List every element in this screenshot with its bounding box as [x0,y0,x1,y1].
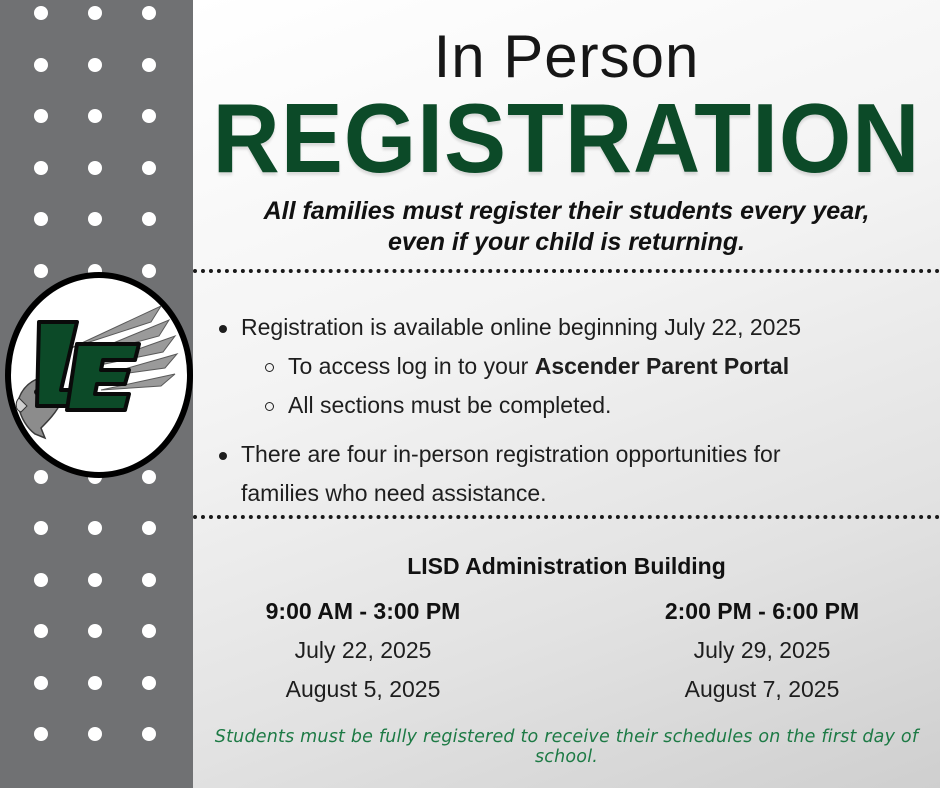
dotted-divider-bottom [193,515,940,519]
decorative-dot [142,573,156,587]
info-bullet-list [215,308,915,513]
decorative-dot [88,212,102,226]
decorative-dot [142,264,156,278]
eagle-le-logo-icon [11,278,187,472]
decorative-dot [34,6,48,20]
decorative-dot [88,6,102,20]
date-item: July 29, 2025 [693,637,831,663]
decorative-dot [88,161,102,175]
decorative-dot [142,6,156,20]
date-item: July 22, 2025 [294,637,432,663]
decorative-dot [88,727,102,741]
decorative-dot [88,58,102,72]
decorative-dot [142,624,156,638]
decorative-dot [34,521,48,535]
decorative-dot [34,676,48,690]
decorative-dot [34,624,48,638]
footnote: Students must be fully registered to receive their schedules on the first day of school. [214,727,919,767]
subtitle-line-1: All families must register their students every year, [263,197,870,225]
subtitle-line-2: even if your child is returning. [387,228,745,256]
bullet-text-line-1: There are four in-person registration opportunities for [241,441,781,467]
decorative-dot [34,727,48,741]
decorative-dot [142,109,156,123]
time-range: 9:00 AM - 3:00 PM [265,598,461,624]
decorative-dot [88,676,102,690]
time-range: 2:00 PM - 6:00 PM [664,598,860,624]
decorative-dot [142,521,156,535]
sub-bullet-text: To access log in to your [288,353,535,379]
bullet-dot-icon [219,452,227,460]
decorative-dot [34,212,48,226]
ring-bullet-icon [265,402,274,411]
school-logo [5,272,193,478]
schedule-column-afternoon [612,592,912,709]
decorative-dot [34,109,48,123]
bullet-text-line-2: families who need assistance. [241,480,547,506]
decorative-dot [142,676,156,690]
bullet-online-registration [215,308,915,347]
decorative-dot [88,573,102,587]
decorative-dot [88,521,102,535]
sub-bullet-sections [215,386,915,425]
decorative-dot [142,727,156,741]
date-item: August 7, 2025 [684,676,840,702]
main-panel [193,0,940,788]
decorative-dot [142,212,156,226]
subtitle [193,196,940,258]
decorative-dot [34,58,48,72]
title-registration: REGISTRATION [212,83,921,193]
decorative-dot [142,58,156,72]
date-item: August 5, 2025 [285,676,441,702]
bullet-in-person [215,435,915,513]
ring-bullet-icon [265,363,274,372]
decorative-dot [88,109,102,123]
portal-name: Ascender Parent Portal [534,353,790,379]
decorative-dot [34,161,48,175]
decorative-dot [34,573,48,587]
decorative-dot [88,624,102,638]
schedule-column-morning [213,592,513,709]
decorative-dot [34,264,48,278]
title-in-person: In Person [433,23,700,90]
dotted-divider-top [193,269,940,273]
decorative-dot [142,161,156,175]
bullet-text: Registration is available online beginning July 22, 2025 [241,314,802,340]
sub-bullet-text: All sections must be completed. [288,392,612,418]
sub-bullet-portal [215,347,915,386]
bullet-dot-icon [219,325,227,333]
location-heading: LISD Administration Building [407,553,726,579]
